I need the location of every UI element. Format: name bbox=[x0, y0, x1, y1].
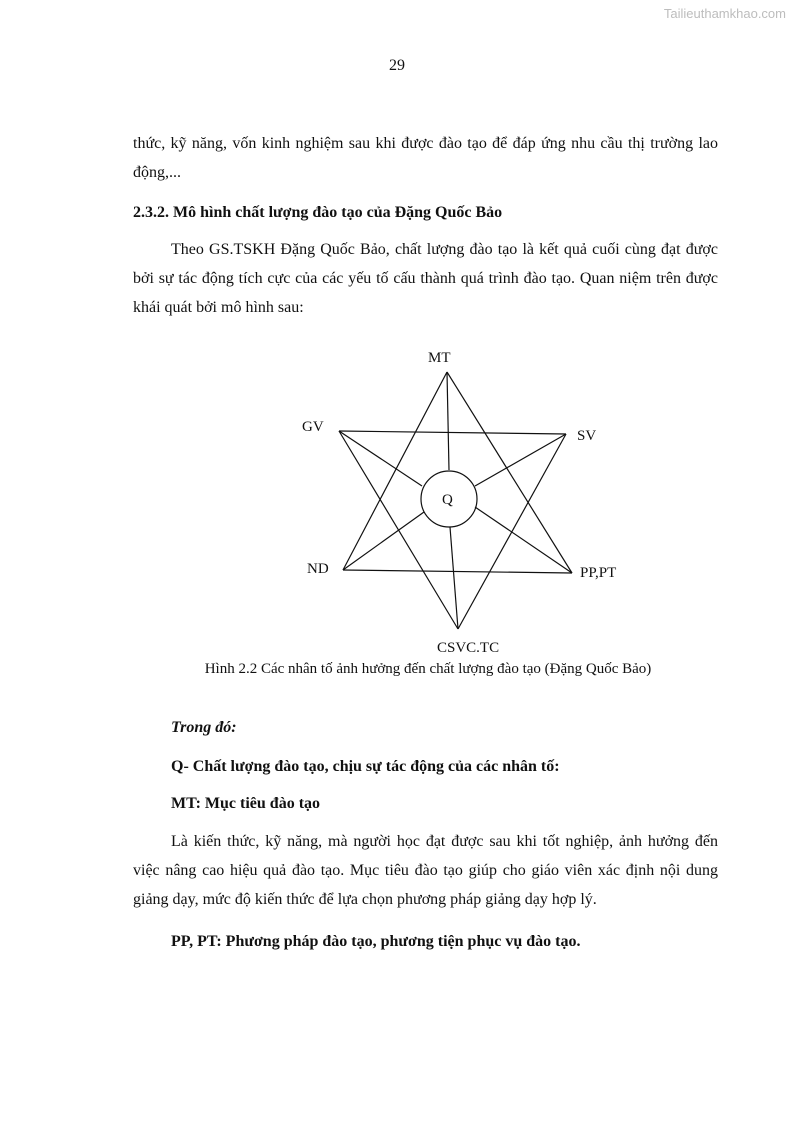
edge-nd-pppt bbox=[343, 570, 572, 573]
q-definition: Q- Chất lượng đào tạo, chịu sự tác động của các nhân tố: bbox=[171, 758, 560, 775]
figure-caption: Hình 2.2 Các nhân tố ảnh hưởng đến chất lượng đào tạo (Đặng Quốc Bảo) bbox=[204, 661, 652, 677]
spoke-mt bbox=[447, 372, 449, 470]
node-sv: SV bbox=[577, 428, 597, 444]
spoke-pppt bbox=[475, 507, 572, 573]
mt-heading: MT: Mục tiêu đào tạo bbox=[171, 795, 321, 812]
theory-paragraph: Theo GS.TSKH Đặng Quốc Bảo, chất lượng đào tạo là kết quả cuối cùng đạt được bởi sự tác động tích cực của các yếu tố cấu thành quá trình đào tạo. Quan niệm trên được khái quát bởi mô hình sau: bbox=[133, 241, 718, 316]
spoke-csvc bbox=[450, 527, 458, 629]
trong-do-label: Trong đó: bbox=[171, 719, 237, 736]
mt-paragraph: Là kiến thức, kỹ năng, mà người học đạt được sau khi tốt nghiệp, ảnh hưởng đến việc nâng cao hiệu quả đào tạo. Mục tiêu đào tạo giúp cho giáo viên xác định nội dung giảng dạy, mức độ kiến thức để lựa chọn phương pháp giảng dạy hợp lý. bbox=[133, 833, 718, 908]
node-gv: GV bbox=[302, 419, 324, 435]
spoke-gv bbox=[339, 431, 422, 486]
spoke-nd bbox=[343, 512, 424, 570]
node-mt: MT bbox=[428, 350, 451, 366]
edge-mt-nd bbox=[343, 372, 447, 570]
page-number: 29 bbox=[389, 57, 405, 74]
node-csvc: CSVC.TC bbox=[437, 640, 500, 656]
center-label: Q bbox=[442, 492, 453, 508]
intro-paragraph: thức, kỹ năng, vốn kinh nghiệm sau khi được đào tạo để đáp ứng nhu cầu thị trường lao động,... bbox=[133, 135, 718, 181]
edge-gv-sv bbox=[339, 431, 566, 434]
section-heading: 2.3.2. Mô hình chất lượng đào tạo của Đặng Quốc Bảo bbox=[133, 204, 503, 221]
pp-heading: PP, PT: Phương pháp đào tạo, phương tiện phục vụ đào tạo. bbox=[171, 933, 581, 950]
star-diagram bbox=[290, 340, 630, 660]
watermark: Tailieuthamkhao.com bbox=[663, 6, 786, 21]
spoke-sv bbox=[475, 434, 566, 486]
node-nd: ND bbox=[307, 561, 329, 577]
edge-pppt-mt bbox=[447, 372, 572, 573]
node-pppt: PP,PT bbox=[580, 565, 617, 581]
